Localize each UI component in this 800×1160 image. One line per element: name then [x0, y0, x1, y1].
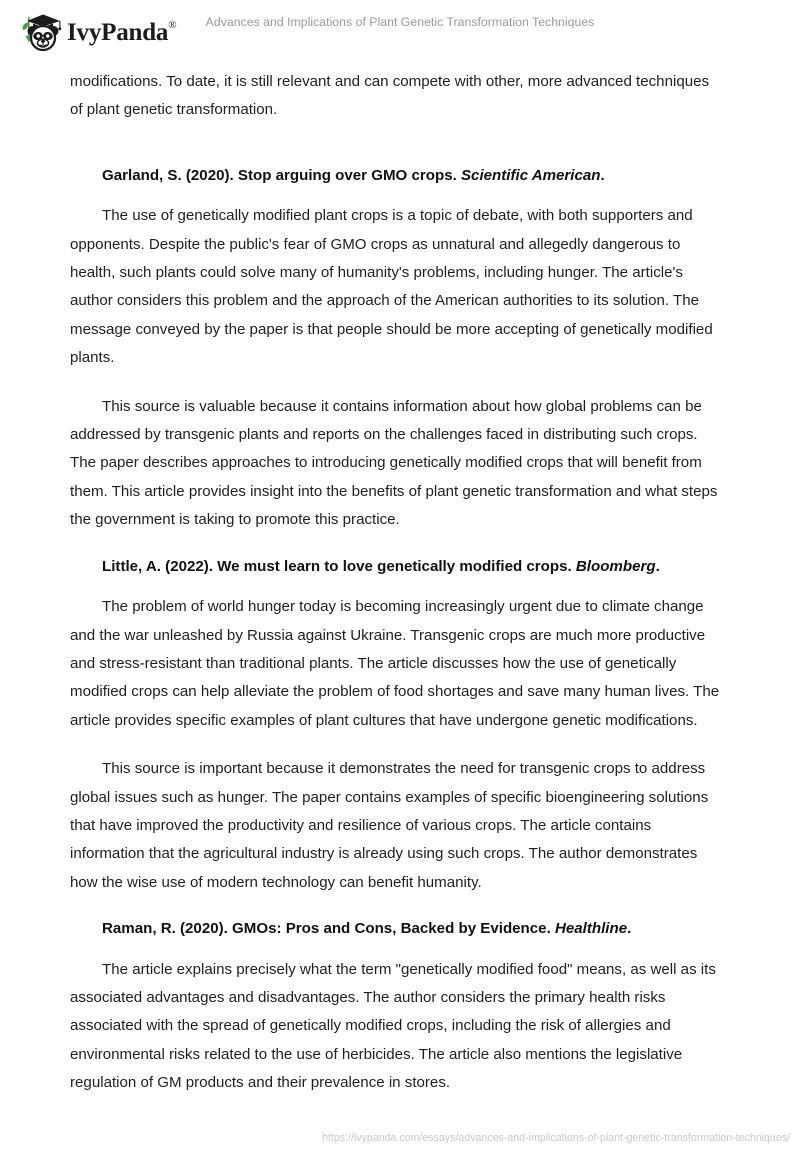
reference-evaluation-paragraph: This source is important because it demonstrates the need for transgenic crops to address global issues such as hunger. The paper contains examples of specific bioengineering solutions that have improved the productivity and resilience of various crops. The article contains information that the agricultural industry is already using such crops. The author demonstrates how the wise use of modern technology can benefit humanity. [70, 760, 709, 891]
reference-citation-prefix: Raman, R. (2020). GMOs: Pros and Cons, Backed by Evidence. [102, 920, 555, 938]
page-footer [0, 1128, 800, 1146]
reference-summary-paragraph: The use of genetically modified plant crops is a topic of debate, with both supporters and opponents. Despite the public's fear of GMO crops as unnatural and allegedly dangerous to health, such plants could solve many of humanity's problems, including hunger. The article's author considers this problem and the approach of the American authorities to its solution. The message conveyed by the paper is that people should be more accepting of genetically modified plants. [70, 207, 713, 367]
reference-source-name: Healthline [554, 920, 628, 938]
registered-mark: ® [168, 19, 177, 32]
paragraph-spacer [70, 383, 724, 393]
document-body [70, 68, 724, 1108]
page-header [0, 0, 800, 62]
reference-heading [70, 162, 724, 190]
source-url[interactable]: https://ivypanda.com/essays/advances-and-implications-of-plant-genetic-transformation-techniques/ [322, 1132, 790, 1144]
reference-citation-suffix: . [600, 166, 605, 184]
reference-evaluation-paragraph: This source is valuable because it contains information about how global problems can be addressed by transgenic plants and reports on the challenges faced in distributing such crops. The paper describes approaches to introducing genetically modified crops that will benefit from them. This article provides insight into the benefits of plant genetic transformation and what steps the government is taking to promote this practice. [70, 397, 718, 529]
reference-heading [70, 915, 724, 943]
reference-summary-paragraph: The problem of world hunger today is becoming increasingly urgent due to climate change and the war unleashed by Russia against Ukraine. Transgenic crops are much more productive and stress-resistant than traditional plants. The article discusses how the use of genetically modified crops can help alleviate the problem of food shortages and save many human lives. The article provides specific examples of plant cultures that have undergone genetic modifications. [70, 598, 720, 729]
reference-citation-prefix: Little, A. (2022). We must learn to love genetically modified crops. [102, 557, 576, 575]
reference-citation-prefix: Garland, S. (2020). Stop arguing over GMO crops. [102, 166, 461, 184]
continued-paragraph: modifications. To date, it is still relevant and can compete with other, more advanced techniques of plant genetic transformation. [70, 73, 710, 119]
reference-source-name: Bloomberg [575, 557, 656, 575]
reference-citation-suffix: . [627, 920, 632, 938]
brand-name-text: IvyPanda [67, 18, 169, 46]
reference-summary-paragraph: The article explains precisely what the term "genetically modified food" means, as well as its associated advantages and disadvantages. The author considers the primary health risks associated with the spread of genetically modified crops, including the risk of allergies and environmental risks related to the use of herbicides. The article also mentions the legislative regulation of GM products and their prevalence in stores. [70, 960, 716, 1092]
reference-citation-suffix: . [655, 557, 660, 575]
paragraph-spacer [70, 135, 724, 144]
paragraph-spacer [70, 745, 724, 755]
reference-heading [70, 553, 724, 581]
document-title-header: Advances and Implications of Plant Genetic Transformation Techniques [205, 15, 595, 29]
reference-source-name: Scientific American [460, 166, 601, 184]
